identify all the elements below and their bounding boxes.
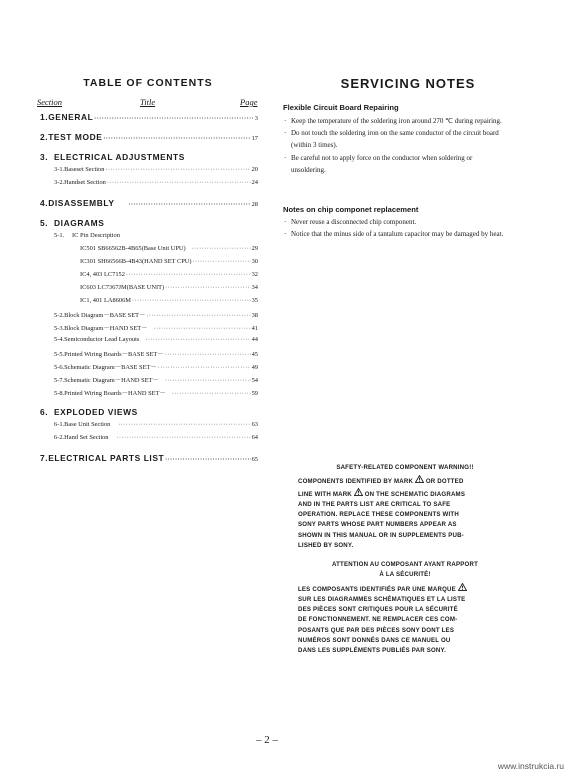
toc-num: 5-5. <box>54 351 65 358</box>
toc-leader <box>165 285 250 291</box>
safety-warning-line: SONY PARTS WHOSE PART NUMBERS APPEAR AS <box>298 521 457 529</box>
toc-item-hand-set-section[interactable] <box>40 434 258 447</box>
toc-num: 2. <box>40 132 49 142</box>
toc-item-ic4-403[interactable] <box>40 271 258 284</box>
warning-triangle-icon <box>458 583 467 591</box>
toc-item-schematic-hand[interactable] <box>40 375 258 388</box>
warning-text: ON THE SCHEMATIC DIAGRAMS <box>364 490 466 498</box>
toc-num: 1. <box>40 112 49 122</box>
toc-leader <box>129 202 251 208</box>
toc-page: 63 <box>251 421 258 428</box>
toc-page: 49 <box>251 364 258 371</box>
toc-page: 41 <box>251 325 258 332</box>
toc-leader <box>132 298 251 304</box>
toc-item-disassembly[interactable] <box>40 198 258 212</box>
toc-page: 64 <box>251 434 258 441</box>
safety-warning-fr-line: SUR LES DIAGRAMMES SCHÉMATIQUES ET LA LISTE <box>298 595 466 603</box>
toc-item-semiconductor-lead-layouts[interactable] <box>40 336 258 349</box>
toc-label: IC Pin Description <box>72 232 120 239</box>
toc-label: Semiconductor Lead Layouts <box>64 336 140 343</box>
toc-leader <box>107 180 251 186</box>
safety-warning-line: LISHED BY SONY. <box>298 542 354 550</box>
toc-item-ic603[interactable] <box>40 284 258 297</box>
toc-num: 5-3. <box>54 325 65 332</box>
fcb-bullet: · Do not touch the soldering iron on the same conductor of the circuit board (within 3 times). <box>284 127 508 151</box>
toc-num: 3. <box>40 152 49 162</box>
fcb-bullet: · Keep the temperature of the soldering iron around 270 ℃ during repairing. <box>284 115 508 127</box>
col-title: Title <box>140 97 156 107</box>
toc-page: 59 <box>251 390 258 397</box>
toc-item-diagrams[interactable] <box>40 218 258 232</box>
toc-item-electrical-parts-list[interactable] <box>40 453 258 467</box>
page-number: – 2 – <box>256 734 278 746</box>
toc-label: ELECTRICAL PARTS LIST <box>48 453 165 463</box>
toc-leader <box>165 378 251 384</box>
warning-text: COMPONENTS IDENTIFIED BY MARK <box>298 478 414 486</box>
toc-page: 17 <box>251 135 258 142</box>
safety-warning-fr-line <box>298 583 512 595</box>
warning-triangle-icon <box>415 475 424 483</box>
toc-num: 5-2. <box>54 312 65 319</box>
toc-num: 6-1. <box>54 421 65 428</box>
toc-page: 30 <box>251 258 258 265</box>
safety-warning-line: OPERATION. REPLACE THESE COMPONENTS WITH <box>298 511 459 519</box>
toc-label: IC603 LC7367JM(BASE UNIT) <box>80 284 165 291</box>
toc-leader <box>193 259 251 265</box>
fcb-heading: Flexible Circuit Board Repairing <box>283 103 399 112</box>
toc-label: IC4, 403 LC7152 <box>80 271 125 278</box>
toc-page: 20 <box>251 166 258 173</box>
toc-label: Schematic Diagram－HAND SET－ <box>64 377 159 384</box>
warning-text: LES COMPOSANTS IDENTIFIÉS PAR UNE MARQUE <box>298 585 456 593</box>
safety-warning-fr-line: DES PIÈCES SONT CRITIQUES POUR LA SÉCURITÉ <box>298 606 458 614</box>
toc-page: 28 <box>251 201 258 208</box>
toc-page: 24 <box>251 179 258 186</box>
toc-page: 65 <box>251 456 258 463</box>
toc-num: 3-2. <box>54 179 65 186</box>
safety-warning-line <box>298 475 512 487</box>
safety-warning-en <box>298 463 512 551</box>
toc-page: 44 <box>251 336 258 343</box>
toc-item-exploded-views[interactable] <box>40 407 258 421</box>
safety-warning-line: AND IN THE PARTS LIST ARE CRITICAL TO SAFE <box>298 500 451 508</box>
toc-item-baseset-section[interactable] <box>40 166 258 179</box>
toc-list <box>40 112 258 467</box>
toc-label: TEST MODE <box>48 132 103 142</box>
toc-num: 6-2. <box>54 434 65 441</box>
fcb-bullets <box>284 115 508 176</box>
toc-page: 45 <box>251 351 258 358</box>
toc-label: DIAGRAMS <box>54 218 105 228</box>
toc-label: DISASSEMBLY <box>48 198 115 208</box>
toc-item-test-mode[interactable] <box>40 132 258 146</box>
safety-warning-fr-title: ATTENTION AU COMPOSANT AYANT RAPPORT <box>331 561 478 568</box>
safety-warning-line <box>298 488 512 500</box>
chip-bullet: · Notice that the minus side of a tantalum capacitor may be damaged by heat. <box>284 228 508 240</box>
toc-page: 29 <box>251 245 258 252</box>
toc-label: EXPLODED VIEWS <box>54 407 138 417</box>
toc-label: IC301 SH66566B-4B43(HAND SET CPU) <box>80 258 192 265</box>
toc-label: Block Diagram－BASE SET－ <box>64 312 146 319</box>
safety-warning-fr-line: NUMÉROS SONT DONNÉS DANS CE MANUEL OU <box>298 637 451 645</box>
toc-label: IC1, 401 LA8606M <box>80 297 131 304</box>
col-section: Section <box>37 97 63 107</box>
toc-page: 34 <box>251 284 258 291</box>
toc-label: Handset Section <box>64 179 106 186</box>
toc-page: 3 <box>254 115 258 122</box>
toc-label: Schematic Diagram－BASE SET－ <box>64 364 157 371</box>
toc-leader <box>94 116 253 122</box>
toc-leader <box>154 326 251 332</box>
toc-item-block-diagram-hand[interactable] <box>40 323 258 336</box>
toc-leader <box>158 365 251 371</box>
toc-page: 35 <box>251 297 258 304</box>
site-watermark[interactable]: www.instrukcia.ru <box>497 761 564 771</box>
toc-item-electrical-adjustments[interactable] <box>40 152 258 166</box>
toc-leader <box>165 457 250 463</box>
toc-item-pwb-hand[interactable] <box>40 388 258 401</box>
safety-warning-fr-title: À LA SÉCURITÉ! <box>379 571 431 579</box>
toc-label: Block Diagram－HAND SET－ <box>64 325 148 332</box>
toc-item-ic1-401[interactable] <box>40 297 258 310</box>
toc-leader <box>117 435 251 441</box>
toc-leader <box>103 136 250 142</box>
chip-heading: Notes on chip componet replacement <box>283 205 419 214</box>
col-page: Page <box>240 97 258 107</box>
toc-leader <box>146 313 250 319</box>
chip-bullet: · Never reuse a disconnected chip component. <box>284 216 508 228</box>
safety-warning-title: SAFETY-RELATED COMPONENT WARNING!! <box>336 464 474 471</box>
safety-warning-fr-line: DE FONCTIONNEMENT. NE REMPLACER CES COM- <box>298 616 458 624</box>
safety-warning-fr <box>298 560 512 657</box>
toc-label: GENERAL <box>48 112 94 122</box>
toc-num: 5-8. <box>54 390 65 397</box>
toc-label: Printed Wiring Boards－BASE SET－ <box>64 351 164 358</box>
fcb-bullet: · Be careful not to apply force on the conductor when soldering or unsoldering. <box>284 152 508 176</box>
toc-item-ic301[interactable] <box>40 258 258 271</box>
safety-warning-line: SHOWN IN THIS MANUAL OR IN SUPPLEMENTS PUB- <box>298 531 464 539</box>
toc-leader <box>172 391 251 397</box>
toc-num: 3-1. <box>54 166 65 173</box>
toc-item-pwb-base[interactable] <box>40 349 258 362</box>
toc-label: IC501 SB66562B-4B65(Base Unit UPU) <box>80 245 186 252</box>
toc-label: Baseset Section <box>64 166 105 173</box>
toc-label: Base Unit Section <box>64 421 111 428</box>
toc-page: 38 <box>251 312 258 319</box>
toc-num: 5-1. <box>54 232 65 239</box>
toc-num: 5. <box>40 218 49 228</box>
toc-num: 5-4. <box>54 336 65 343</box>
toc-item-base-unit-section[interactable] <box>40 421 258 434</box>
toc-leader <box>118 422 250 428</box>
toc-leader <box>165 352 251 358</box>
warning-text: OR DOTTED <box>425 478 464 486</box>
toc-item-schematic-base[interactable] <box>40 362 258 375</box>
toc-label: Printed Wiring Boards－HAND SET－ <box>64 390 166 397</box>
toc-item-general[interactable] <box>40 112 258 126</box>
toc-leader <box>192 246 251 252</box>
toc-num: 5-7. <box>54 377 65 384</box>
safety-warning-fr-line: POSANTS QUE PAR DES PIÈCES SONY DONT LES <box>298 626 455 634</box>
warning-text: LINE WITH MARK <box>298 490 352 498</box>
toc-page: 54 <box>251 377 258 384</box>
toc-title: TABLE OF CONTENTS <box>83 77 213 89</box>
toc-leader <box>105 167 250 173</box>
toc-item-ic501[interactable] <box>40 245 258 258</box>
toc-leader <box>126 272 251 278</box>
toc-leader <box>145 337 250 343</box>
safety-warning-fr-line: DANS LES SUPPLÉMENTS PUBLIÉS PAR SONY. <box>298 647 447 655</box>
servicing-notes-title: SERVICING NOTES <box>340 76 476 91</box>
toc-label: ELECTRICAL ADJUSTMENTS <box>54 152 185 162</box>
toc-label: Hand Set Section <box>64 434 109 441</box>
toc-num: 7. <box>40 453 49 463</box>
toc-num: 4. <box>40 198 49 208</box>
toc-num: 5-6. <box>54 364 65 371</box>
toc-page: 32 <box>251 271 258 278</box>
toc-num: 6. <box>40 407 49 417</box>
toc-item-block-diagram-base[interactable] <box>40 310 258 323</box>
toc-item-handset-section[interactable] <box>40 179 258 192</box>
warning-triangle-icon <box>354 488 363 496</box>
chip-bullets <box>284 216 508 240</box>
toc-item-ic-pin-description[interactable] <box>40 232 258 245</box>
